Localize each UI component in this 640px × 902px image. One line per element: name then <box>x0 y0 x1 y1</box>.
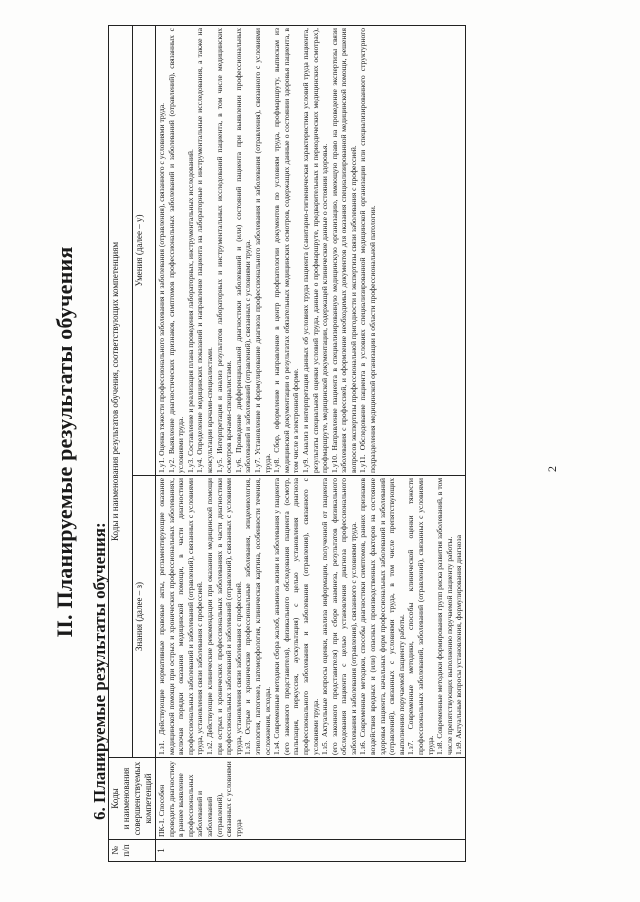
knowledge-item: 1.з4. Современные методики сбора жалоб, анамнеза жизни и заболевания у пациента (его законного представителя), физикального обследования пациента (осмотр, пальпация, перкуссия, аускультация) с целью установления диагноза профессионального заболевания и заболевания (отравления), связанного с условиями труда. <box>272 478 320 755</box>
skills-cell <box>156 26 466 476</box>
skill-item: 1.у9. Анализ и интерпретация данных об условиях труда пациента (санитарно-гигиеническая характеристика условий труда пациента, результаты специальной оценки условий труда, данные о профмаршруте, предварительных и периодических медицинских осмотрах), профмаршруте, медицинской документации, содержащей клинические данные о состоянии здоровья. <box>300 28 330 473</box>
skill-item: 1.у4. Определение медицинских показаний и направление пациента на лабораторные и инструментальные исследования, а также на консультации врачами-специалистами. <box>195 28 214 473</box>
knowledge-item: 1.з3. Острые и хронические профессиональные заболевания, эпидемиология, этиология, патогенез, патоморфология, клиническая картина, особенности течения, осложнения, исходы. <box>243 478 272 755</box>
subsection-title: 6. Планируемые результаты обучения: <box>90 522 109 820</box>
header-skills: Умения (далее – у) <box>132 26 156 476</box>
header-knowledge: Знания (далее – з) <box>132 476 156 758</box>
knowledge-item: 1.з6. Современные методики, способы диагностики симптомов, ранних признаков воздействия вредных и (или) опасных производственных факторов на состояние здоровья пациента, начальных форм профессиональных заболеваний и заболеваний (отравлений), связанных с условиями труда, в том числе препятствующих выполнению поручаемой пациенту работы. <box>358 478 406 755</box>
knowledge-item: 1.з8. Современные методики формирования групп риска развития заболеваний, в том числе препятствующих выполнению поручаемой пациенту работы. <box>435 478 454 755</box>
skill-item: 1.у1. Оценка тяжести профессионального заболевания и заболевания (отравления), связанного с условиями труда. <box>157 103 166 473</box>
table-row <box>156 26 466 862</box>
skill-item: 1.у8. Сбор, оформление и направление в центр профпатологии документов по условиям труда, профмаршруту, выпискам из медицинской документации о результатах обязательных медицинских осмотров, содержащих данные о состоянии здоровья пациента, в том числе в электронной форме. <box>272 28 301 473</box>
table-subheader-row <box>132 26 156 862</box>
results-table <box>108 25 466 862</box>
header-competence: Коды и наименования совершенствуемых компетенций <box>109 758 156 840</box>
skill-item: 1.у6. Проведение дифференциальной диагностики заболеваний и (или) состояний пациента при выявлении профессиональных заболеваний и заболеваний (отравлений), связанных с условиями труда. <box>233 28 253 473</box>
skill-item: 1.у11. Обследование пациента в условиях специализированной медицинской организации или специализированного структурного подразделения медицинской организации в области профессиональной патологии. <box>358 28 378 473</box>
knowledge-cell <box>156 476 466 758</box>
knowledge-item: 1.з1. Действующие нормативные правовые акты, регламентирующие оказание медицинской помощи при острых и хронических профессиональных заболеваниях, включая порядки оказания медицинской помощи, в части диагностики профессиональных заболеваний и заболеваний (отравлений), связанных с условиями труда, установления связи заболевания с профессией. <box>157 478 205 755</box>
table-header-row <box>109 26 133 862</box>
knowledge-item: 1.з2. Действующие клинические рекомендации при оказании медицинской помощи при острых и хронических профессиональных заболеваниях в части диагностики профессиональных заболеваний и заболеваний (отравлений), связанных с условиями труда, установления связи заболевания с профессией. <box>204 478 243 755</box>
knowledge-item: 1.з9. Актуальные вопросы установления, формулирования диагноза <box>454 535 464 755</box>
header-number: № п/п <box>109 840 156 862</box>
skill-item: 1.у10. Направление пациента в специализированную медицинскую организацию, имеющую право на проведение экспертизы связи заболевания с профессией, и оформление необходимых документов для оказания специализированной медицинской помощи, решения вопросов экспертизы профессиональной пригодности и экспертизы связи заболевания с профессией. <box>329 28 358 473</box>
section-title: II. Планируемые результаты обучения <box>52 246 77 638</box>
page-number: 2 <box>545 466 559 472</box>
skill-item: 1.у5. Интерпретация и анализ результатов лабораторных и инструментальных исследований пациента, в том числе медицинских осмотров врачами-специалистами. <box>214 28 234 473</box>
row-number: 1 <box>156 840 466 862</box>
skill-item: 1.у2. Выявление диагностических признаков, симптомов профессиональных заболеваний и заболеваний (отравлений), связанных с условиями труда. <box>166 28 186 473</box>
header-results-group: Коды и наименования результатов обучения, соответствующих компетенциям <box>109 26 133 758</box>
knowledge-item: 1.з5. Актуальные вопросы оценки, анализа информации, полученной от пациента (его законного представителя) при сборе анамнеза, результатов физикального обследования пациента с целью установления диагноза профессионального заболевания и заболевания (отравления), связанного с условиями труда. <box>320 478 358 755</box>
skill-item: 1.у7. Установление и формулирование диагноза профессионального заболевания и заболевания (отравления), связанного с условиями труда. <box>252 28 272 473</box>
knowledge-item: 1.з7. Современные методики, способы клинической оценки тяжести профессиональных заболеваний, заболеваний (отравлений), связанных с условиями труда. <box>406 478 435 755</box>
skill-item: 1.у3. Составление и реализация плана проведения лабораторных, инструментальных исследований. <box>185 149 195 473</box>
competence-cell: ПК-1. Способен проводить диагностику в раннее выявление профессиональных заболеваний и заболеваний (отравлений), связанных с условиями труда <box>156 758 466 840</box>
